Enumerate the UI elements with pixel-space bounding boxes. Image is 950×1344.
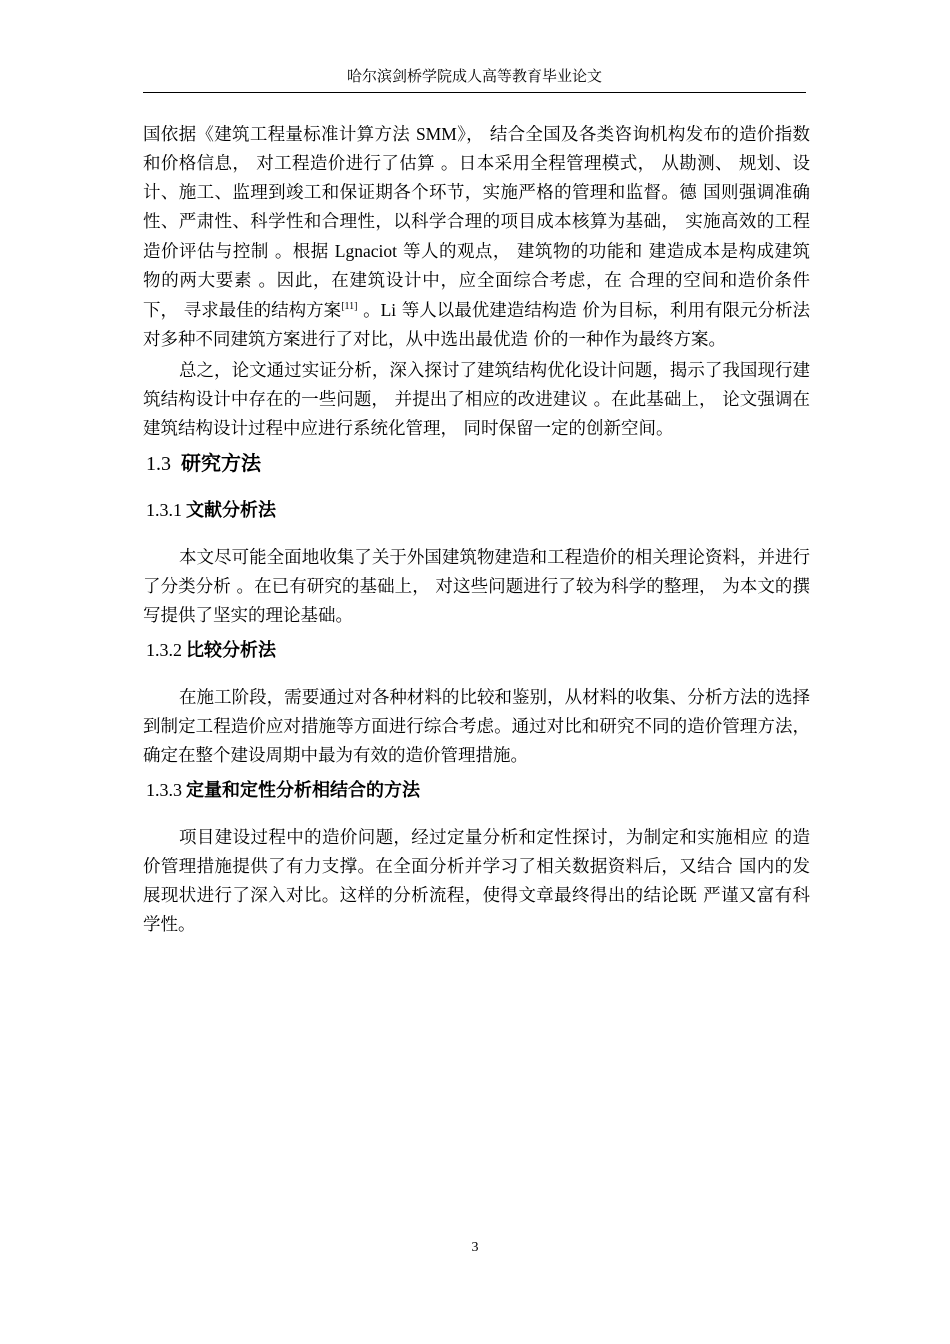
section-heading-1-3 <box>146 450 810 477</box>
paragraph-literature-analysis: 本文尽可能全面地收集了关于外国建筑物建造和工程造价的相关理论资料，并进行了分类分析 。在已有研究的基础上， 对这些问题进行了较为科学的整理， 为本文的撰写提供了坚实的理论基础。 <box>143 548 810 626</box>
section-heading-1-3-3 <box>146 777 810 804</box>
text-run: 》， 结合全国及各类咨询机构发布的造价指数和价格信息， 对工程造价进行了估算 。日本采用全程管理模式， 从勘测、 规划、设计、施工、监理到竣工和保证期各个环节，实施严格的管理和监督。德 国则强调准确性、严肃性、科学性和合理性，以科学合理的项目成本核算为基础， 实施高效的工程造价评估与控制 。根据 <box>143 125 810 262</box>
section-title: 文献分析法 <box>186 500 276 521</box>
text-run: 国依据《建筑工程量标准计算方法 <box>143 125 411 145</box>
paragraph-quantitative-qualitative: 项目建设过程中的造价问题，经过定量分析和定性探讨，为制定和实施相应 的造价管理措施提供了有力支撑。在全面分析并学习了相关数据资料后，又结合 国内的发展现状进行了深入对比。这样的分析流程，使得文章最终得出的结论既 严谨又富有科学性。 <box>143 828 810 935</box>
citation-reference: [11] <box>341 301 358 312</box>
section-title: 研究方法 <box>181 451 261 475</box>
paragraph-international-practice <box>143 120 810 355</box>
text-run: 等人的观点， 建筑物的功能和 建造成本是构成建筑物的两大要素 。因此，在建筑设计中，应全面综合考虑，在 合理的空间和造价条件下， 寻求最佳的结构方案 <box>143 242 811 321</box>
text-run-latin: SMM <box>415 124 457 144</box>
section-title: 定量和定性分析相结合的方法 <box>186 780 420 801</box>
section-heading-1-3-2 <box>146 637 810 664</box>
text-run: 等人以最优建造结构造 价为目标，利用有限元分析法对多种不同建筑方案进行了对比，从中选出最优造 价的一种作为最终方案。 <box>143 301 810 350</box>
section-number: 1.3.2 <box>146 640 182 660</box>
section-number: 1.3.3 <box>146 780 182 800</box>
text-run-latin: Li <box>380 300 397 320</box>
text-run-latin: Lgnaciot <box>334 241 397 261</box>
paragraph-summary: 总之，论文通过实证分析，深入探讨了建筑结构优化设计问题，揭示了我国现行建筑结构设计中存在的一些问题， 并提出了相应的改进建议 。在此基础上， 论文强调在建筑结构设计过程中应进行系统化管理， 同时保留一定的创新空间。 <box>143 361 810 439</box>
document-body <box>143 120 810 940</box>
section-title: 比较分析法 <box>186 640 276 661</box>
page-header <box>143 62 806 93</box>
paragraph-comparative-analysis: 在施工阶段，需要通过对各种材料的比较和鉴别，从材料的收集、分析方法的选择到制定工程造价应对措施等方面进行综合考虑。通过对比和研究不同的造价管理方法， 确定在整个建设周期中最为有效的造价管理措施。 <box>143 688 810 766</box>
page-number: 3 <box>471 1240 479 1255</box>
section-heading-1-3-1 <box>146 497 810 524</box>
section-number: 1.3.1 <box>146 500 182 520</box>
header-title: 哈尔滨剑桥学院成人高等教育毕业论文 <box>346 67 602 85</box>
text-run: 。 <box>363 301 381 321</box>
section-number: 1.3 <box>146 453 171 475</box>
